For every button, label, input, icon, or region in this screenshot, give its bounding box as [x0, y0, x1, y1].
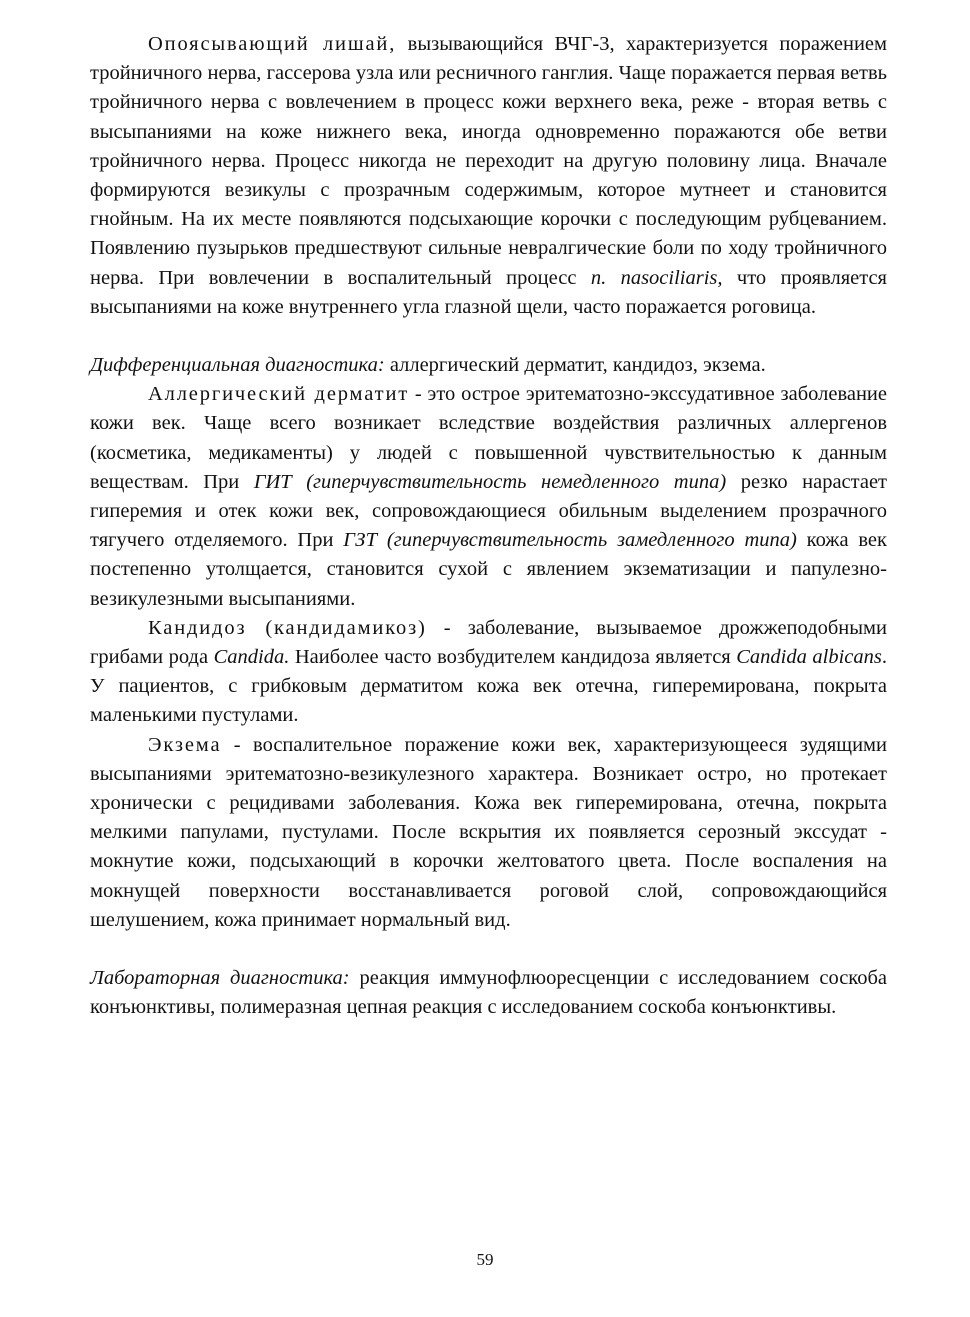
paragraph-text: вызывающийся ВЧГ-3, характеризуется поражением тройничного нерва, гассерова узла или ресничного ганглия. Чаще поражается первая ветвь тройничного нерва с вовлечением в процесс кожи верхнего века, реже - вторая ветвь с высыпаниями на коже нижнего века, иногда одновременно поражаются обе ветви тройничного нерва. Процесс никогда не переходит на другую половину лица. Вначале формируются везикулы с прозрачным содержимым, которое мутнеет и становится гнойным. На их месте появляются подсыхающие корочки с последующим рубцеванием. Появлению пузырьков предшествуют сильные невралгические боли по ходу тройничного нерва. При вовлечении в воспалительный процесс [90, 33, 887, 289]
paragraph-text: - это острое эритематозно-экссудативное заболевание кожи век. Чаще всего возникает вследствие воздействия различных аллергенов (косметика, медикаменты) у людей с повышенной чувствительностью к данным веществам. При [90, 383, 887, 493]
paragraph-text: - заболевание, вызываемое дрожжеподобными грибами рода [90, 616, 887, 669]
paragraph-candidiasis [90, 614, 887, 731]
section-label-differential-diagnosis: Дифференциальная диагностика: [90, 354, 385, 377]
paragraph-text: . У пациентов, с грибковым дерматитом кожа век отечна, гиперемирована, покрыта маленькими пустулами. [90, 646, 887, 727]
latin-term-nasociliaris: n. nasociliaris, [590, 266, 723, 289]
section-label-lab-diagnosis: Лабораторная диагностика: [90, 967, 350, 990]
paragraph-allergic-dermatitis [90, 380, 887, 614]
page-number: 59 [476, 1250, 494, 1269]
paragraph-eczema [90, 731, 887, 935]
paragraph-text: аллергический дерматит, кандидоз, экзема. [384, 354, 766, 377]
paragraph-text: кожа век постепенно утолщается, становится сухой с явлением экзематизации и папулезно-везикулезными высыпаниями. [90, 529, 887, 610]
italic-term-git: ГИТ (гиперчувствительность немедленного типа) [253, 470, 727, 493]
paragraph-herpes-zoster [90, 30, 887, 322]
document-page [90, 30, 887, 1023]
latin-term-candida-albicans: Candida albicans [736, 646, 882, 669]
paragraph-text: что проявляется высыпаниями на коже внутреннего угла глазной щели, часто поражается роговица. [90, 266, 887, 318]
paragraph-lab-diagnosis [90, 964, 887, 1022]
paragraph-text: - воспалительное поражение кожи век, характеризующееся зудящими высыпаниями эритематозно-везикулезного характера. Возникает остро, но протекает хронически с рецидивами заболевания. Кожа век гиперемирована, отечна, покрыта мелкими папулами, пустулами. После вскрытия их появляется серозный экссудат - мокнутие кожи, подсыхающий в корочки желтоватого цвета. После воспаления на мокнущей поверхности восстанавливается роговой слой, сопровождающийся шелушением, кожа принимает нормальный вид. [90, 733, 887, 931]
paragraph-text: резко нарастает гиперемия и отек кожи век, сопровождающиеся обильным выделением прозрачного тягучего отделяемого. При [90, 470, 888, 552]
paragraph-text: реакция иммунофлюоресценции с исследованием соскоба конъюнктивы, полимеразная цепная реакция с исследованием соскоба конъюнктивы. [90, 967, 888, 1019]
term-eczema: Экзема [148, 733, 222, 756]
italic-term-gzt: ГЗТ (гиперчувствительность замедленного типа) [343, 529, 797, 552]
term-herpes-zoster: Опоясывающий лишай, [148, 33, 397, 55]
term-allergic-dermatitis: Аллергический дерматит [148, 383, 410, 406]
paragraph-text: Наиболее часто возбудителем кандидоза является [289, 646, 737, 669]
term-candidiasis: Кандидоз (кандидамикоз) [148, 616, 427, 639]
paragraph-differential-diagnosis [90, 351, 887, 380]
latin-term-candida: Candida. [213, 646, 290, 669]
